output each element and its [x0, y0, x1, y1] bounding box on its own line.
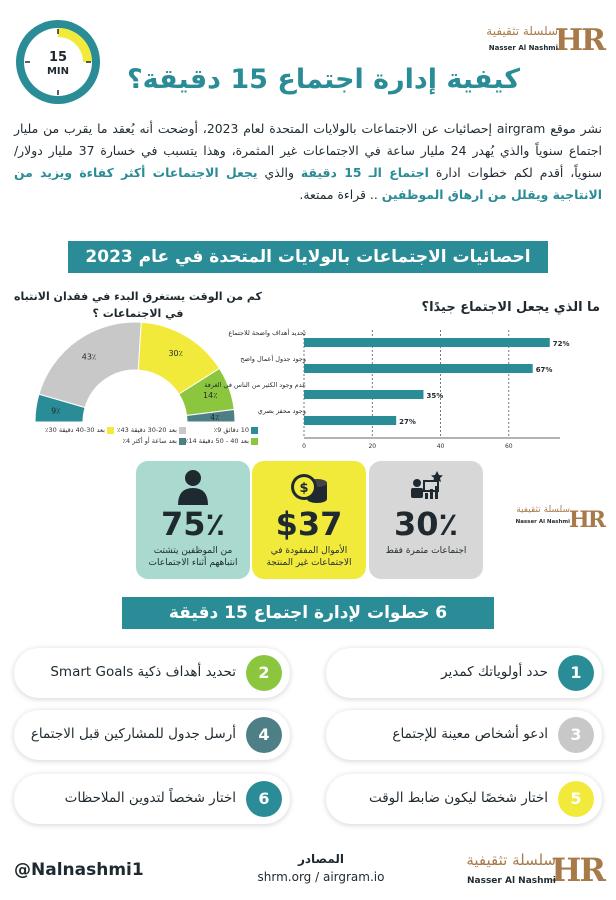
bar [304, 390, 423, 399]
step-number: 3 [558, 717, 594, 753]
legend-swatch [179, 427, 186, 434]
page-title: كيفية إدارة اجتماع 15 دقيقة؟ [126, 64, 520, 95]
gauge-legend-item [186, 437, 258, 445]
step-number: 1 [558, 655, 594, 691]
person-icon [173, 469, 213, 505]
step-card-2 [14, 648, 290, 698]
intro-highlight-1: اجتماع الـ 15 دقيقة [300, 165, 429, 180]
stat-value: 30٪ [393, 505, 459, 543]
bar-value-label: 35% [426, 392, 444, 400]
bar-category-label: وجود جدول أعمال واضح [240, 355, 306, 363]
stat-card-money-lost [252, 461, 366, 579]
legend-swatch [251, 438, 258, 445]
legend-label: 10 دقائق 9٪ [213, 426, 249, 434]
brand-mark: HR [551, 851, 604, 889]
gauge-segment-label: 14٪ [203, 390, 218, 400]
legend-label: بعد ساعة أو أكثر 4٪ [122, 437, 177, 445]
meeting-icon [406, 469, 446, 505]
step-card-1 [326, 648, 602, 698]
svg-text:$: $ [299, 481, 309, 496]
step-text: حدد أولوياتك كمدير [441, 664, 548, 680]
bar-chart-title: ما الذي يجعل الاجتماع جيدًا؟ [421, 300, 600, 315]
brand-name-ar: سلسلة تثقيفية [466, 851, 556, 869]
legend-label: بعد 30-40 دقيقة 30٪ [44, 426, 105, 434]
gauge-segment-label: 9٪ [51, 406, 61, 416]
x-tick-label: 40 [436, 443, 445, 450]
gauge-segment-label: 30٪ [168, 349, 183, 359]
step-text: أرسل جدول للمشاركين قبل الاجتماع [30, 726, 236, 742]
intro-text-3: .. قراءة ممتعة. [299, 187, 382, 202]
step-number: 6 [246, 781, 282, 817]
clock-minutes: 15 [48, 50, 68, 65]
attention-gauge-chart [10, 318, 260, 426]
step-card-3 [326, 710, 602, 760]
x-tick-label: 20 [368, 443, 377, 450]
step-card-6 [14, 774, 290, 824]
step-card-5 [326, 774, 602, 824]
brand-logo-small [508, 503, 604, 535]
twitter-handle[interactable]: @Nalnashmi1 [14, 860, 144, 880]
clock-unit: MIN [46, 66, 70, 77]
gauge-legend [26, 426, 258, 448]
sources-title: المصادر [297, 852, 345, 866]
bar-category-label: وجود محفز بصري [257, 407, 306, 415]
gauge-title: كم من الوقت يستغرق البدء في فقدان الانتباه في الاجتماعات ؟ [14, 290, 262, 320]
gauge-legend-item [42, 426, 114, 434]
legend-label: بعد 20-30 دقيقة 43٪ [116, 426, 177, 434]
brand-logo [478, 22, 604, 62]
stat-label: من الموظفين يتشتت انتباههم أثناء الاجتماعات [148, 546, 238, 568]
x-tick-label: 0 [302, 443, 306, 450]
stopwatch-icon [14, 18, 102, 106]
gauge-segment-label: 43٪ [81, 352, 97, 362]
step-number: 4 [246, 717, 282, 753]
gauge-segment-label: 4٪ [210, 412, 220, 422]
step-number: 2 [246, 655, 282, 691]
legend-label: بعد 40 - 50 دقيقة 14٪ [184, 437, 249, 445]
bar [304, 364, 533, 373]
step-card-4 [14, 710, 290, 760]
stat-value: $37 [275, 505, 343, 543]
brand-mark: HR [568, 507, 604, 533]
x-tick-label: 60 [504, 443, 513, 450]
bar-category-label: عدم وجود الكثير من الناس في الغرفة [204, 381, 306, 389]
brand-name-ar: سلسلة تثقيفية [516, 505, 570, 515]
brand-logo-footer [462, 851, 604, 891]
stat-value: 75٪ [160, 505, 226, 543]
intro-text-1: نشر موقع airgram إحصائيات عن الاجتماعات بالولايات المتحدة لعام 2023، أوضحت أنه يُعقد ما يقرب من مليار اجتماع سنوياً والذي يُهدر 24 مليار ساعة في الاجتماعات غير المثمرة، وهذا يتسبب في خسارة 37 مليار دولار/ سنوياً، أقدم لكم خطوات ادارة [14, 121, 603, 180]
intro-paragraph [14, 118, 602, 206]
gauge-legend-item [114, 437, 186, 445]
bar-category-label: تحديد أهداف واضحة للاجتماع [228, 329, 306, 337]
bar-value-label: 67% [535, 366, 553, 374]
bar [304, 338, 550, 347]
stat-card-distracted [136, 461, 250, 579]
gauge-legend-item [186, 426, 258, 434]
step-text: اختار شخصاً لتدوين الملاحظات [64, 790, 236, 806]
coins-icon [289, 469, 329, 505]
gauge-legend-item [114, 426, 186, 434]
step-text: اختار شخصًا ليكون ضابط الوقت [368, 790, 548, 806]
bar-value-label: 27% [399, 418, 416, 426]
brand-mark: HR [554, 23, 604, 58]
gauge-segment [39, 322, 141, 407]
step-number: 5 [558, 781, 594, 817]
step-text: تحديد أهداف ذكية Smart Goals [50, 664, 236, 680]
legend-swatch [107, 427, 114, 434]
brand-name-ar: سلسلة تثقيفية [486, 24, 558, 38]
stat-card-productive [369, 461, 483, 579]
sources-links[interactable]: shrm.org / airgram.io [257, 870, 385, 884]
bar [304, 416, 396, 425]
intro-highlight-2: يجعل الاجتماعات أكثر كفاءة ويزيد من الانتاجية ويقلل من ارهاق الموظفين [14, 165, 602, 202]
intro-text-2: والذي [257, 165, 301, 180]
stat-label: الأموال المفقودة في الاجتماعات غير المنتجة [266, 546, 352, 568]
bar-value-label: 72% [552, 340, 570, 348]
brand-name-en: Nasser Al Nashmi [488, 44, 558, 52]
step-text: ادعو أشخاص معينة للإجتماع [392, 726, 548, 742]
steps-banner: 6 خطوات لإدارة اجتماع 15 دقيقة [122, 597, 494, 629]
stats-banner: احصائيات الاجتماعات بالولايات المتحدة في عام 2023 [68, 241, 548, 273]
stat-label: اجتماعات مثمرة فقط [385, 546, 467, 556]
legend-swatch [251, 427, 258, 434]
brand-name-en: Nasser Al Nashmi [466, 876, 556, 886]
brand-name-en: Nasser Al Nashmi [515, 519, 570, 525]
